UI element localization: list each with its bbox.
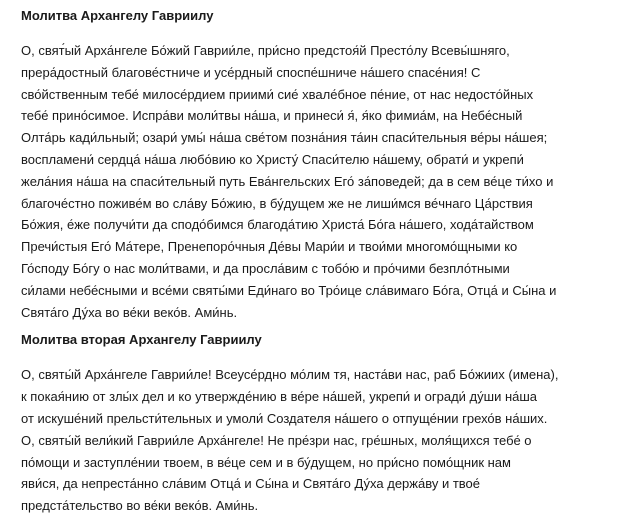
prayer-1-line: Пречи́стыя Его́ Ма́тере, Пренепоро́чныя Де́вы Мари́и и твои́ми многомо́щными ко xyxy=(21,239,518,255)
prayer-1-line: Го́споду Бо́гу о нас моли́твами, и да просла́вим с тобо́ю и про́чими безпло́тными xyxy=(21,260,510,276)
prayer-1-line: Бо́жия, е́же получи́ти да сподо́бимся благода́тию Христа́ Бо́га на́шего, хода́тайством xyxy=(21,217,534,233)
prayer-2-line: предста́тельство во ве́ки веко́в. Ами́нь. xyxy=(21,498,259,514)
prayer-2-line: О, святы́й Арха́нгеле Гаврии́ле! Всеусе́рдно мо́лим тя, наста́ви нас, раб Бо́жиих (имена), xyxy=(21,367,559,383)
prayer-2-line: от искуше́ний прельсти́тельных и умоли́ Создателя на́шего о отпуще́нии грехо́в на́ших. xyxy=(21,410,548,426)
prayer-1-line: тебе́ прино́симое. Испра́ви моли́твы на́ша, и принеси́ я́, я́ко фимиа́м, на Небе́сный xyxy=(21,108,523,124)
prayer-1-line: благоче́стно поживе́м во сла́ву Бо́жию, в бу́дущем же не лиши́мся ве́чнаго Ца́рствия xyxy=(21,195,533,211)
prayer-1-line: си́лами небе́сными и все́ми святы́ми Еди́наго во Тро́ице сла́вимаго Бо́га, Отца́ и Сы́на и xyxy=(21,282,557,298)
prayer-2-line: к покая́нию от злы́х дел и ко утвержде́нию в ве́ре на́шей, укрепи́ и огради́ ду́ши на́ша xyxy=(21,389,538,405)
prayer-1-line: воспламени́ сердца́ на́ша любо́вию ко Христу́ Спаси́телю на́шему, обрати́ и укрепи́ xyxy=(21,151,524,167)
prayer-1-line: О, свят́ый Арха́нгеле Бо́жий Гаврии́ле, при́сно предстоя́й Престо́лу Всевы́шняго, xyxy=(21,43,510,58)
prayer-2-line: О, святы́й вели́кий Гаврии́ле Арха́нгеле! Не пре́зри нас, гре́шных, моля́щихся тебе́ о xyxy=(21,432,532,448)
prayer-1-title: Молитва Архангелу Гавриилу xyxy=(21,8,214,23)
prayer-1-line: сво́йственным тебе́ милосе́рдием приими́ сие́ хвале́бное пе́ние, от нас недосто́йных xyxy=(21,86,534,102)
prayer-1-body xyxy=(21,40,620,323)
prayer-1-line: жела́ния на́ша на спаси́тельный путь Ева́нгельских Его́ за́поведей; да в сем ве́це ти́хо и xyxy=(21,173,554,189)
prayer-2-line: по́мощи и заступле́нии твоем, в ве́це сем и в бу́дущем, но при́сно помо́щник нам xyxy=(21,454,511,470)
prayer-1-line: прера́достный благове́стниче и усе́рдный споспе́шниче на́шего спасе́ния! С xyxy=(21,64,481,80)
prayer-2-body xyxy=(21,364,620,517)
prayer-1-line: Свята́го Ду́ха во ве́ки веко́в. Ами́нь. xyxy=(21,304,238,320)
prayer-2-line: яви́ся, да непреста́нно сла́вим Отца́ и Сы́на и Свята́го Ду́ха держа́ву и твое́ xyxy=(21,476,480,492)
prayer-1-line: Олта́рь кади́льный; озари́ умы́ на́ша све́том позна́ния та́ин спаси́тельныя ве́ры на́шея; xyxy=(21,130,548,146)
prayer-2-title: Молитва вторая Архангелу Гавриилу xyxy=(21,332,262,348)
